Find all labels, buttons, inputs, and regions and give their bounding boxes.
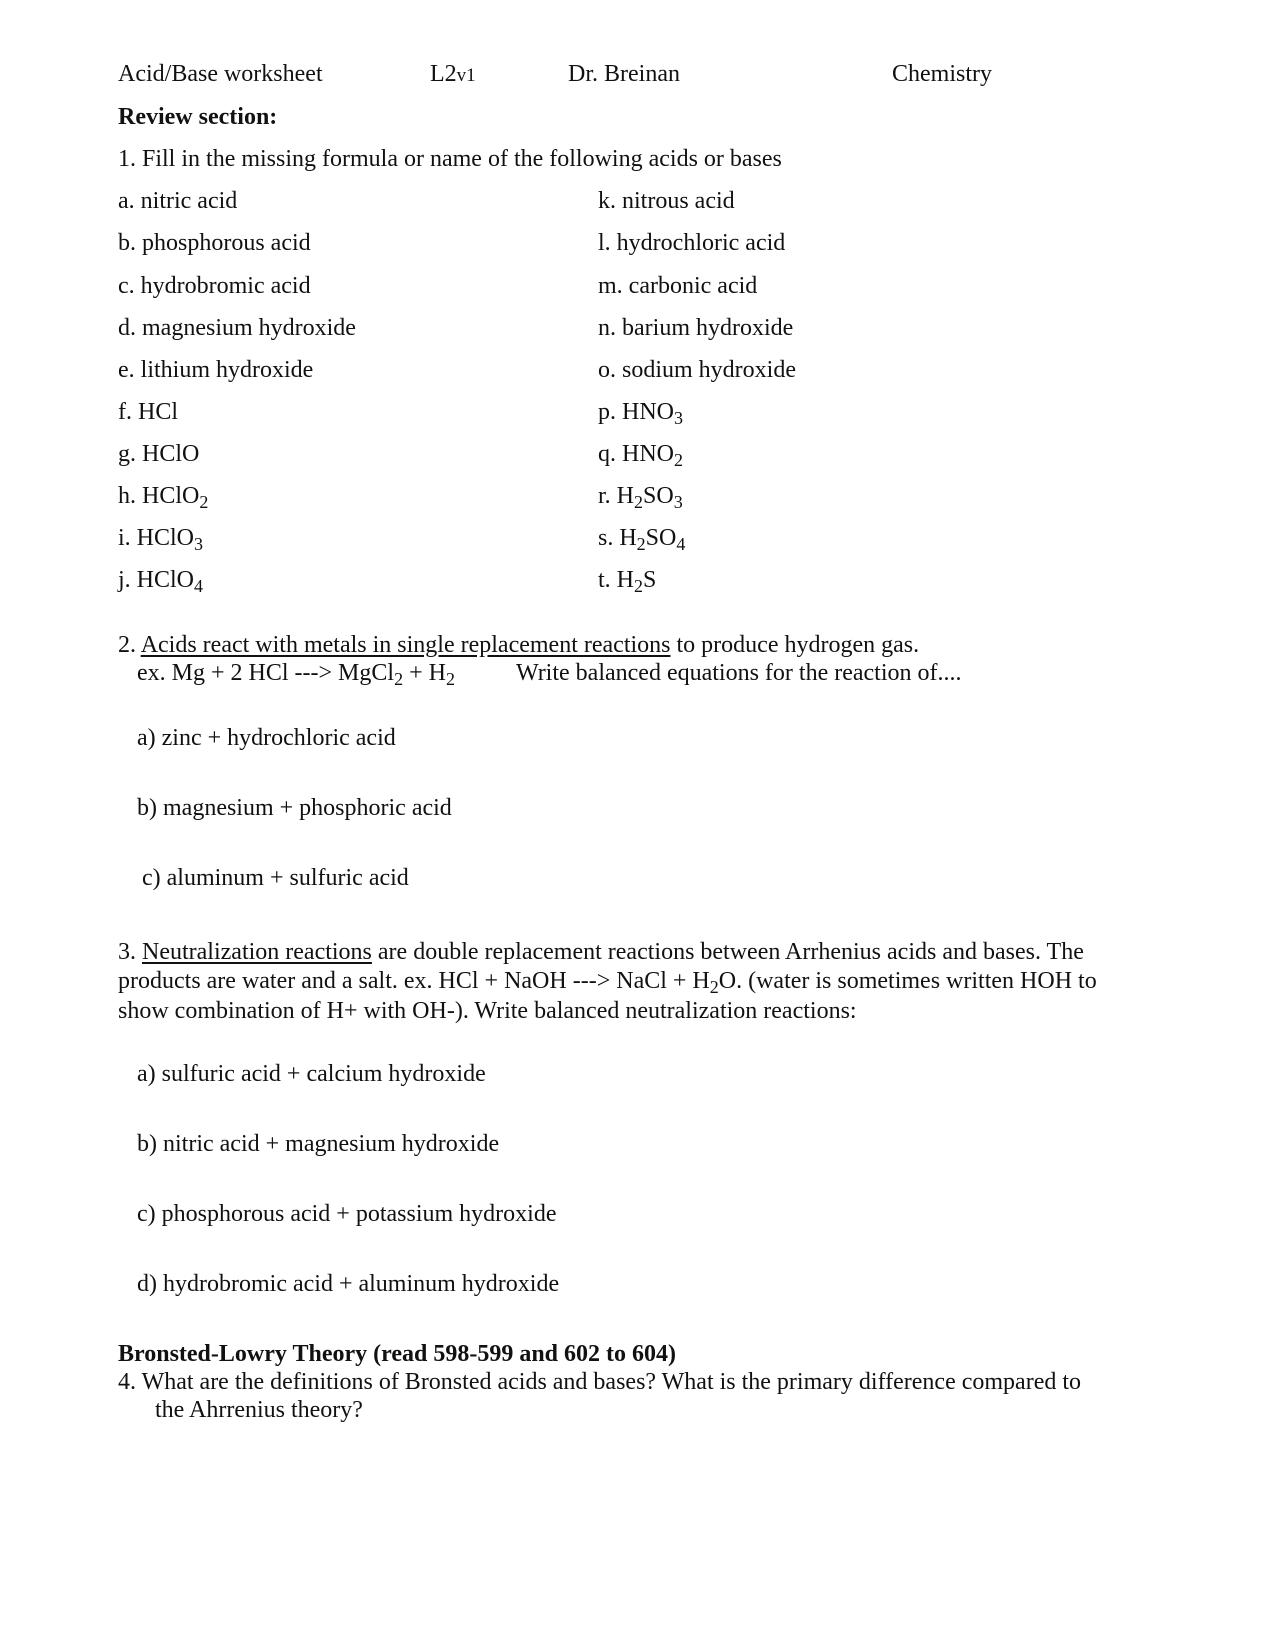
item-k-text: k. nitrous acid xyxy=(598,188,735,214)
item-o xyxy=(598,358,796,382)
item-e xyxy=(118,358,313,382)
item-q xyxy=(598,441,683,470)
q3-part-c: c) phosphorous acid + potassium hydroxide xyxy=(137,1201,557,1227)
item-a-text: a. nitric acid xyxy=(118,188,238,214)
item-d-text: d. magnesium hydroxide xyxy=(118,315,356,341)
q3-text-1: are double replacement reactions between Arrhenius acids and bases. The products are water and a salt. ex. HCl + NaOH ---> NaCl + H xyxy=(118,939,1084,994)
item-r-subscript: 2 xyxy=(634,492,643,512)
q2-part-b: b) magnesium + phosphoric acid xyxy=(137,795,452,821)
q2-number: 2. xyxy=(118,632,141,658)
item-q-text: q. HNO xyxy=(598,441,674,467)
question-3-text xyxy=(118,938,1118,1026)
item-p xyxy=(598,399,683,428)
worksheet-title: Acid/Base worksheet xyxy=(118,61,323,87)
item-n-text: n. barium hydroxide xyxy=(598,315,794,341)
item-i-subscript: 3 xyxy=(194,534,204,554)
q2-example-c: + H xyxy=(403,660,446,686)
q2-example-a: ex. Mg + 2 HCl ---> xyxy=(137,660,339,686)
item-c xyxy=(118,274,311,298)
q2-example-b-subscript: 2 xyxy=(394,669,404,689)
item-g xyxy=(118,442,199,466)
item-g-text: g. HClO xyxy=(118,441,200,467)
item-m xyxy=(598,274,757,298)
item-j-text: j. HClO xyxy=(118,567,195,593)
item-j xyxy=(118,567,204,596)
item-t-mid: S xyxy=(643,567,657,593)
item-s xyxy=(598,525,686,554)
worksheet-code xyxy=(430,62,476,86)
subject-name: Chemistry xyxy=(892,61,992,87)
item-s-subscript: 2 xyxy=(636,534,646,554)
item-e-text: e. lithium hydroxide xyxy=(118,357,314,383)
q3-number: 3. xyxy=(118,939,142,965)
bronsted-heading: Bronsted-Lowry Theory (read 598-599 and 602 to 604) xyxy=(118,1341,676,1367)
q2-part-a: a) zinc + hydrochloric acid xyxy=(137,725,396,751)
item-m-text: m. carbonic acid xyxy=(598,273,758,299)
item-n xyxy=(598,316,793,340)
item-s-mid: SO xyxy=(645,525,677,551)
item-s-text: s. H xyxy=(598,525,637,551)
item-l xyxy=(598,231,785,255)
code-version: v1 xyxy=(456,65,476,86)
q2-part-c: c) aluminum + sulfuric acid xyxy=(142,865,409,891)
item-b-text: b. phosphorous acid xyxy=(118,230,311,256)
item-t-text: t. H xyxy=(598,567,634,593)
item-c-text: c. hydrobromic acid xyxy=(118,273,311,299)
item-s-subscript-2: 4 xyxy=(676,534,686,554)
code-main: L2 xyxy=(430,61,457,87)
item-h-subscript: 2 xyxy=(199,492,209,512)
q3-part-b: b) nitric acid + magnesium hydroxide xyxy=(137,1131,500,1157)
teacher-name: Dr. Breinan xyxy=(568,61,680,87)
question-4-line-2: the Ahrrenius theory? xyxy=(155,1397,363,1423)
q3-text-2: O. (water is sometimes written HOH to show combination of H+ with OH-). Write balanced neutralization reactions: xyxy=(118,968,1097,1024)
item-h-text: h. HClO xyxy=(118,483,200,509)
item-f-text: f. HCl xyxy=(118,399,178,425)
item-p-subscript: 3 xyxy=(674,408,683,428)
q2-instruction: Write balanced equations for the reaction of.... xyxy=(516,660,962,686)
q3-part-a: a) sulfuric acid + calcium hydroxide xyxy=(137,1061,486,1087)
item-f xyxy=(118,400,178,424)
q2-example xyxy=(137,660,455,689)
q3-underlined-phrase: Neutralization reactions xyxy=(142,939,372,965)
q2-rest: to produce hydrogen gas. xyxy=(670,632,920,658)
item-p-text: p. HNO xyxy=(598,399,674,425)
item-o-text: o. sodium hydroxide xyxy=(598,357,796,383)
item-j-subscript: 4 xyxy=(194,576,204,596)
q3-subscript: 2 xyxy=(709,977,719,997)
item-i-text: i. HClO xyxy=(118,525,195,551)
q2-underlined-phrase: Acids react with metals in single replacement reactions xyxy=(140,632,671,658)
item-r xyxy=(598,483,683,512)
question-2-text xyxy=(118,633,919,657)
item-r-mid: SO xyxy=(643,483,674,509)
item-h xyxy=(118,483,209,512)
item-b xyxy=(118,231,311,255)
question-1-text: 1. Fill in the missing formula or name of the following acids or bases xyxy=(118,146,782,172)
q3-part-d: d) hydrobromic acid + aluminum hydroxide xyxy=(137,1271,560,1297)
q2-example-b: MgCl xyxy=(338,660,395,686)
item-i xyxy=(118,525,204,554)
question-4-line-1: 4. What are the definitions of Bronsted acids and bases? What is the primary difference compared to xyxy=(118,1369,1082,1395)
item-t xyxy=(598,567,657,596)
item-r-subscript-2: 3 xyxy=(673,492,683,512)
review-heading: Review section: xyxy=(118,104,278,130)
item-k xyxy=(598,189,735,213)
item-l-text: l. hydrochloric acid xyxy=(598,230,786,256)
item-q-subscript: 2 xyxy=(674,450,683,470)
item-t-subscript: 2 xyxy=(634,576,643,596)
item-a xyxy=(118,189,237,213)
q2-example-c-subscript: 2 xyxy=(445,669,455,689)
item-d xyxy=(118,316,356,340)
item-r-text: r. H xyxy=(598,483,634,509)
